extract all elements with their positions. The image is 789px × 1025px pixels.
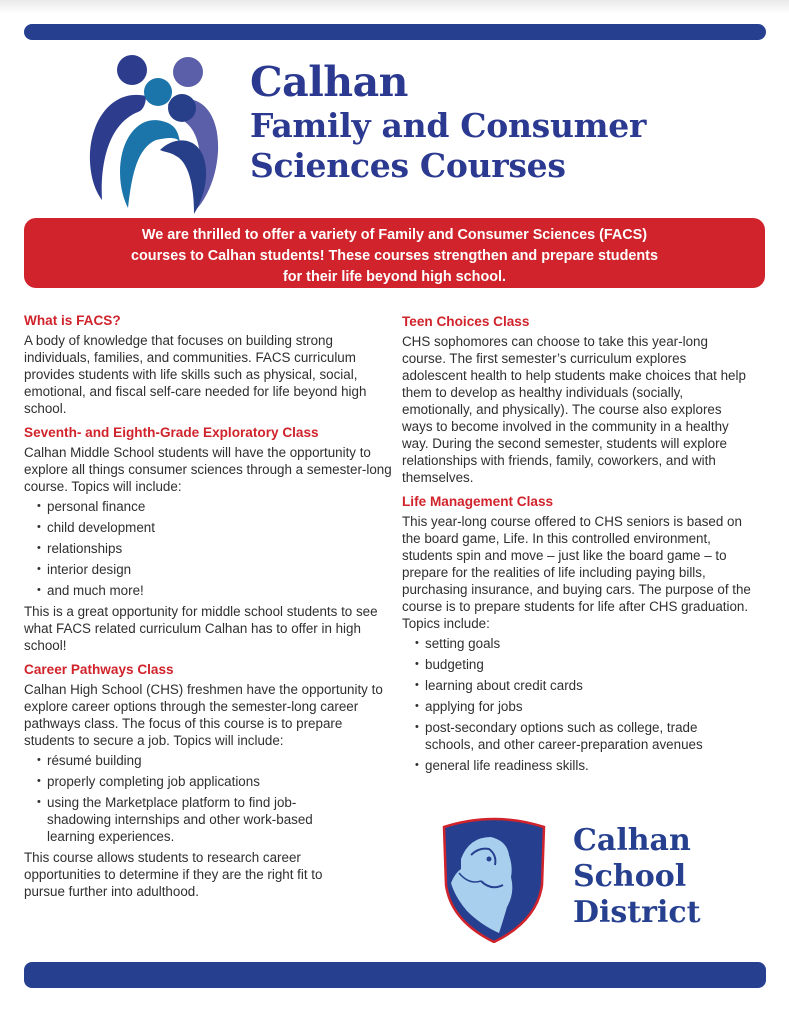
district-line-3: District <box>573 895 701 930</box>
section-exploratory-class <box>24 424 394 654</box>
section-what-is-facs <box>24 312 394 417</box>
bottom-decorative-bar <box>24 962 766 988</box>
district-line-2: School <box>573 859 687 894</box>
list-item: • personal finance <box>37 498 394 515</box>
list-item: • using the Marketplace platform to find job-shadowing internships and other work-based learning experiences. <box>37 794 394 845</box>
topic-list <box>24 752 394 845</box>
banner-line-3: for their life beyond high school. <box>282 269 507 285</box>
section-heading: What is FACS? <box>24 313 121 328</box>
list-item: • interior design <box>37 561 394 578</box>
district-line-1: Calhan <box>573 823 691 858</box>
section-intro: Calhan High School (CHS) freshmen have the opportunity to explore career options through the semester-long career pathways class. The focus of this course is to prepare students to secure a job. Topics will include: <box>24 682 383 748</box>
section-body: CHS sophomores can choose to take this year-long course. The first semester’s curriculum explores adolescent health to help students make choices that help them to develop as healthy individuals (socially, emotionally, and physically). The course also explores ways to become involved in the community in a healthy way. During the second semester, students will explore relationships with friends, family, coworkers, and with themselves. <box>402 334 746 485</box>
left-column <box>24 312 394 907</box>
list-item: • child development <box>37 519 394 536</box>
district-name <box>573 823 701 931</box>
list-item: • setting goals <box>415 635 774 652</box>
list-item: • properly completing job applications <box>37 773 394 790</box>
bulldog-shield-icon <box>441 815 547 943</box>
title-line-2: Family and Consumer <box>250 106 647 145</box>
section-body: A body of knowledge that focuses on building strong individuals, families, and communities. FACS curriculum provides students with life skills such as physical, social, emotional, and fiscal self-care needed for life beyond high school. <box>24 333 367 416</box>
list-item: • and much more! <box>37 582 394 599</box>
list-item: • relationships <box>37 540 394 557</box>
banner-line-1: We are thrilled to offer a variety of Family and Consumer Sciences (FACS) <box>141 227 648 243</box>
section-closing: This course allows students to research career opportunities to determine if they are the right fit to pursue further into adulthood. <box>24 850 323 899</box>
page-title <box>250 58 646 186</box>
list-item: • résumé building <box>37 752 394 769</box>
title-line-1: Calhan <box>250 58 408 106</box>
section-heading: Life Management Class <box>402 494 554 509</box>
section-heading: Teen Choices Class <box>402 314 530 329</box>
banner-line-2: courses to Calhan students! These courses strengthen and prepare students <box>131 248 658 264</box>
right-column <box>402 313 774 781</box>
list-item: • learning about credit cards <box>415 677 774 694</box>
page-top-shade <box>0 0 789 14</box>
list-item: • applying for jobs <box>415 698 774 715</box>
section-career-pathways <box>24 661 394 900</box>
list-item: • budgeting <box>415 656 774 673</box>
list-item: • post-secondary options such as college, trade schools, and other career-preparation avenues <box>415 719 774 753</box>
top-decorative-bar <box>24 24 766 40</box>
section-teen-choices <box>402 313 774 486</box>
family-figures-logo-icon <box>82 52 238 214</box>
topic-list <box>402 635 774 774</box>
district-logo <box>441 815 741 955</box>
title-line-3: Sciences Courses <box>250 146 566 185</box>
section-life-management <box>402 493 774 774</box>
section-intro: This year-long course offered to CHS seniors is based on the board game, Life. In this controlled environment, students spin and move – just like the board game – to prepare for the realities of life including paying bills, purchasing insurance, and buying cars. The purpose of the course is to prepare students for life after CHS graduation. Topics include: <box>402 514 751 631</box>
section-closing: This is a great opportunity for middle school students to see what FACS related curriculum Calhan has to offer in high school! <box>24 604 378 653</box>
section-heading: Seventh- and Eighth-Grade Exploratory Class <box>24 425 319 440</box>
section-heading: Career Pathways Class <box>24 662 174 677</box>
topic-list <box>24 498 394 599</box>
intro-banner <box>24 218 765 288</box>
section-intro: Calhan Middle School students will have the opportunity to explore all things consumer sciences through a semester-long course. Topics will include: <box>24 445 392 494</box>
list-item: • general life readiness skills. <box>415 757 774 774</box>
